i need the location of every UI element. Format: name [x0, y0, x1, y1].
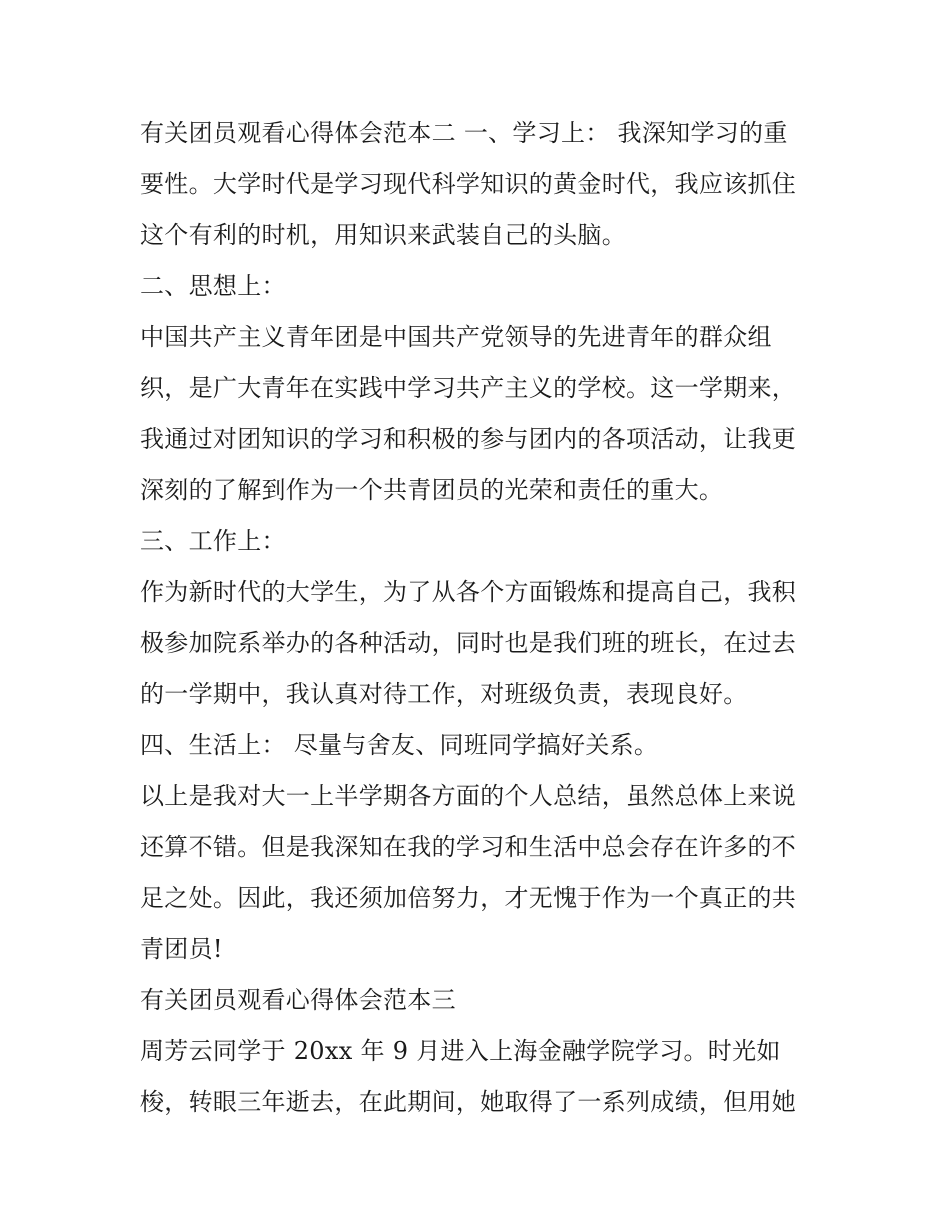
document-body — [140, 108, 812, 1128]
text-line: 足之处。因此，我还须加倍努力，才无愧于作为一个真正的共 — [140, 884, 797, 912]
text-line: 这个有利的时机，用知识来武装自己的头脑。 — [140, 221, 626, 249]
text-line: 周芳云同学于 20xx 年 9 月进入上海金融学院学习。时光如 — [140, 1037, 781, 1065]
text-line: 极参加院系举办的各种活动，同时也是我们班的班长，在过去 — [140, 629, 797, 657]
text-line: 的一学期中，我认真对待工作，对班级负责，表现良好。 — [140, 680, 748, 708]
text-line: 中国共产主义青年团是中国共产党领导的先进青年的群众组 — [140, 323, 772, 351]
text-line: 作为新时代的大学生，为了从各个方面锻炼和提高自己，我积 — [140, 578, 797, 606]
text-line: 深刻的了解到作为一个共青团员的光荣和责任的重大。 — [140, 476, 724, 504]
text-line: 织，是广大青年在实践中学习共产主义的学校。这一学期来， — [140, 374, 797, 402]
section-heading: 三、工作上： — [140, 527, 286, 555]
text-line: 有关团员观看心得体会范本二 一、学习上： 我深知学习的重 — [140, 119, 788, 147]
document-title: 有关团员观看心得体会范本三 — [140, 986, 456, 1014]
section-heading: 二、思想上： — [140, 272, 286, 300]
text-line: 我通过对团知识的学习和积极的参与团内的各项活动，让我更 — [140, 425, 797, 453]
section-heading: 四、生活上： 尽量与舍友、同班同学搞好关系。 — [140, 731, 659, 759]
text-line: 还算不错。但是我深知在我的学习和生活中总会存在许多的不 — [140, 833, 797, 861]
text-line: 以上是我对大一上半学期各方面的个人总结，虽然总体上来说 — [140, 782, 797, 810]
text-line: 要性。大学时代是学习现代科学知识的黄金时代，我应该抓住 — [140, 170, 797, 198]
text-line: 梭，转眼三年逝去，在此期间，她取得了一系列成绩，但用她 — [140, 1088, 797, 1116]
text-line: 青团员! — [140, 935, 223, 963]
